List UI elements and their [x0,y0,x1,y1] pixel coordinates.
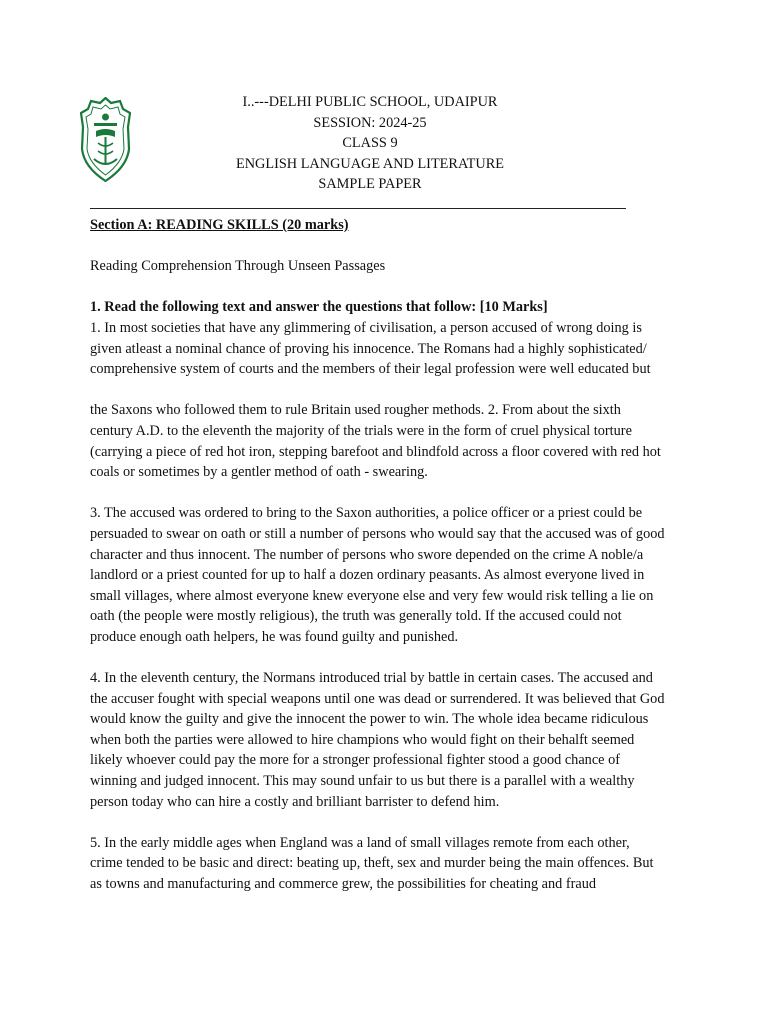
paper-body [90,215,665,895]
passage-paragraph: 5. In the early middle ages when England was a land of small villages remote from each other, crime tended to be basic and direct: beating up, theft, sex and murder being the main offences. But as towns and manufacturing and commerce grew, the possibilities for cheating and fraud [90,834,654,892]
header-divider [90,208,626,209]
paper-header [140,92,600,195]
school-name: I..---DELHI PUBLIC SCHOOL, UDAIPUR [242,94,498,110]
subject-line: ENGLISH LANGUAGE AND LITERATURE [235,155,505,172]
section-subtitle: Reading Comprehension Through Unseen Passages [90,258,386,275]
section-title: Section A: READING SKILLS (20 marks) [90,217,349,233]
passage-paragraph: 3. The accused was ordered to bring to the Saxon authorities, a police officer or a priest could be persuaded to swear on oath or still a number of persons who would say that the accused was of good character and thus innocent. The number of persons who swore depended on the crime A noble/a landlord or a priest counted for up to half a dozen ordinary peasants. As almost everyone lived in small villages, where almost everyone knew everyone else and very few would risk telling a lie on oath (the people were mostly religious), the truth was generally told. If the accused could not produce enough oath helpers, he was found guilty and punished. [90,505,665,645]
question-title: 1. Read the following text and answer the questions that follow: [10 Marks] [90,299,548,316]
passage-paragraph: 4. In the eleventh century, the Normans introduced trial by battle in certain cases. The accused and the accuser fought with special weapons until one was dead or surrendered. It was believed that God would know the guilty and give the innocent the power to win. The whole idea became ridiculous when both the parties were allowed to hire champions who would fight on their behalft seemed likely whoever could pay the more for a stronger professional fighter stood a good chance of winning and judged innocent. This may sound unfair to us but there is a parallel with a wealthy person today who can hire a costly and brilliant barrister to defend him. [90,670,665,810]
school-crest-logo [80,97,131,182]
class-line: CLASS 9 [342,135,398,152]
passage-paragraph: 1. In most societies that have any glimmering of civilisation, a person accused of wrong doing is given atleast a nominal chance of proving his innocence. The Romans had a highly sophisticated/ comprehensive system of courts and the members of their legal profession were well educated but [90,319,651,378]
paper-type-line: SAMPLE PAPER [318,176,422,193]
passage-paragraph: the Saxons who followed them to rule Britain used rougher methods. 2. From about the sixth century A.D. to the eleventh the majority of the trials were in the form of cruel physical torture (carrying a piece of red hot iron, stepping barefoot and blindfold across a floor covered with red hot coals or sometimes by a gentler method of oath - swearing. [90,402,661,481]
session-line: SESSION: 2024-25 [313,114,427,131]
